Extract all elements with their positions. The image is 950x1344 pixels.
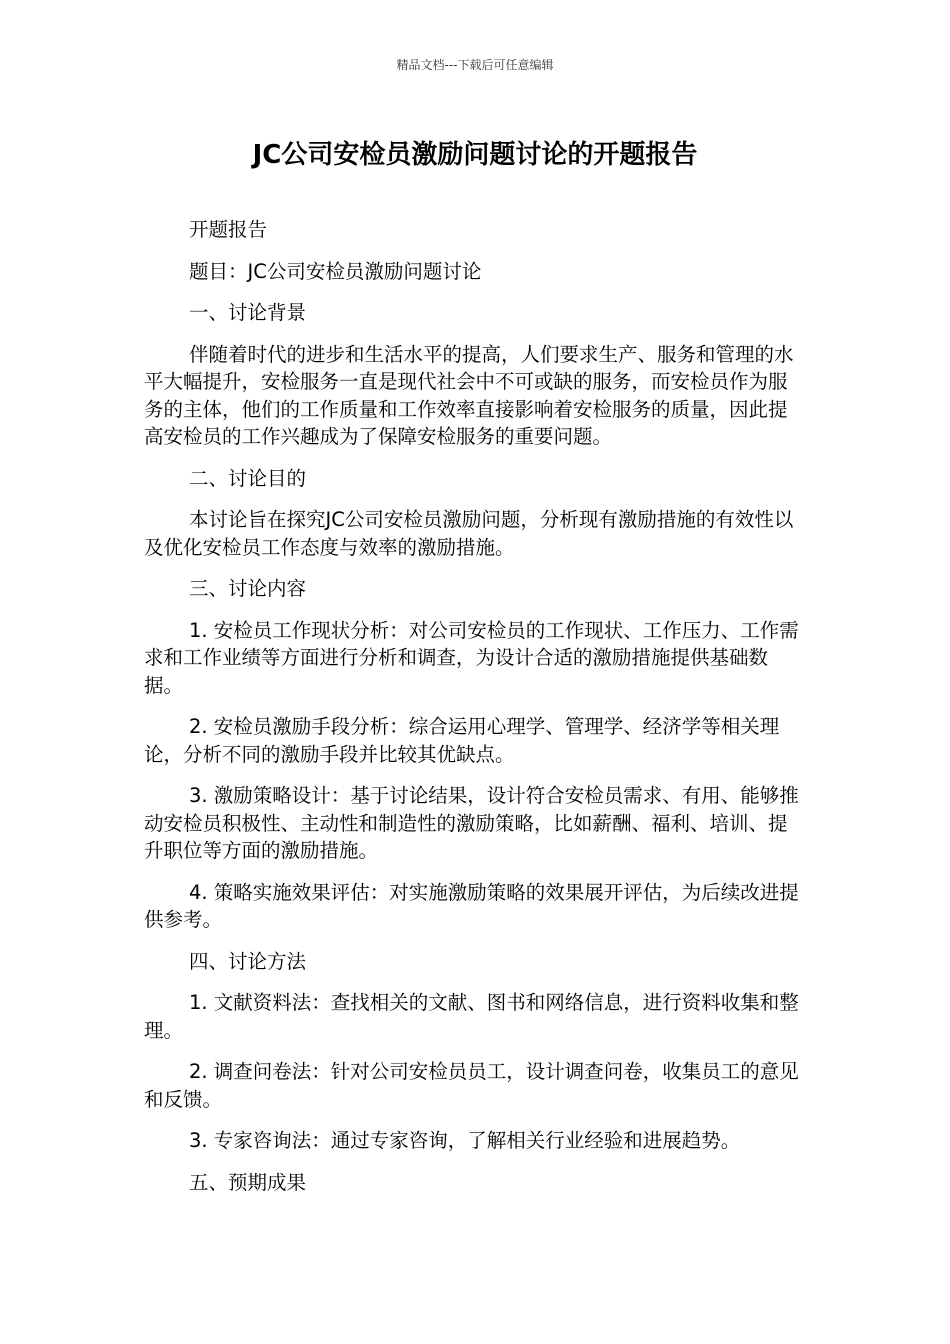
section-heading-background: 一、讨论背景 [189, 301, 307, 324]
paragraph-background: 伴随着时代的进步和生活水平的提高，人们要求生产、服务和管理的水平大幅提升，安检服务一直是现代社会中不可或缺的服务，而安检员作为服务的主体，他们的工作质量和工作效率直接影响着安检服务的质量，因此提高安检员的工作兴趣成为了保障安检服务的重要问题。 [144, 342, 794, 448]
section-heading-methods: 四、讨论方法 [189, 949, 307, 973]
document-body [144, 216, 804, 1210]
paragraph-content-item-1: 1. 安检员工作现状分析：对公司安检员的工作现状、工作压力、工作需求和工作业绩等方面进行分析和调查，为设计合适的激励措施提供基础数据。 [144, 618, 799, 697]
section-heading-purpose: 二、讨论目的 [189, 466, 307, 490]
section-heading-content: 三、讨论内容 [189, 577, 307, 600]
paragraph-method-3: 3. 专家咨询法：通过专家咨询，了解相关行业经验和进展趋势。 [189, 1129, 741, 1152]
paragraph-report-label: 开题报告 [189, 218, 268, 241]
paragraph-method-1: 1. 文献资料法：查找相关的文献、图书和网络信息，进行资料收集和整理。 [144, 991, 799, 1042]
paragraph-content-item-4: 4. 策略实施效果评估：对实施激励策略的效果展开评估，为后续改进提供参考。 [144, 880, 799, 931]
paragraph-content-item-2: 2. 安检员激励手段分析：综合运用心理学、管理学、经济学等相关理论，分析不同的激励手段并比较其优缺点。 [144, 715, 780, 766]
section-heading-expected-results: 五、预期成果 [189, 1170, 307, 1194]
paragraph-content-item-3: 3. 激励策略设计：基于讨论结果，设计符合安检员需求、有用、能够推动安检员积极性、主动性和制造性的激励策略，比如薪酬、福利、培训、提升职位等方面的激励措施。 [144, 784, 799, 862]
page-header: 精品文档---下载后可任意编辑 [396, 58, 554, 72]
paragraph-method-2: 2. 调查问卷法：针对公司安检员员工，设计调查问卷，收集员工的意见和反馈。 [144, 1060, 799, 1111]
paragraph-topic: 题目：JC公司安检员激励问题讨论 [189, 259, 482, 283]
document-title: JC公司安检员激励问题讨论的开题报告 [252, 140, 698, 170]
paragraph-purpose: 本讨论旨在探究JC公司安检员激励问题，分析现有激励措施的有效性以及优化安检员工作态度与效率的激励措施。 [144, 508, 794, 559]
